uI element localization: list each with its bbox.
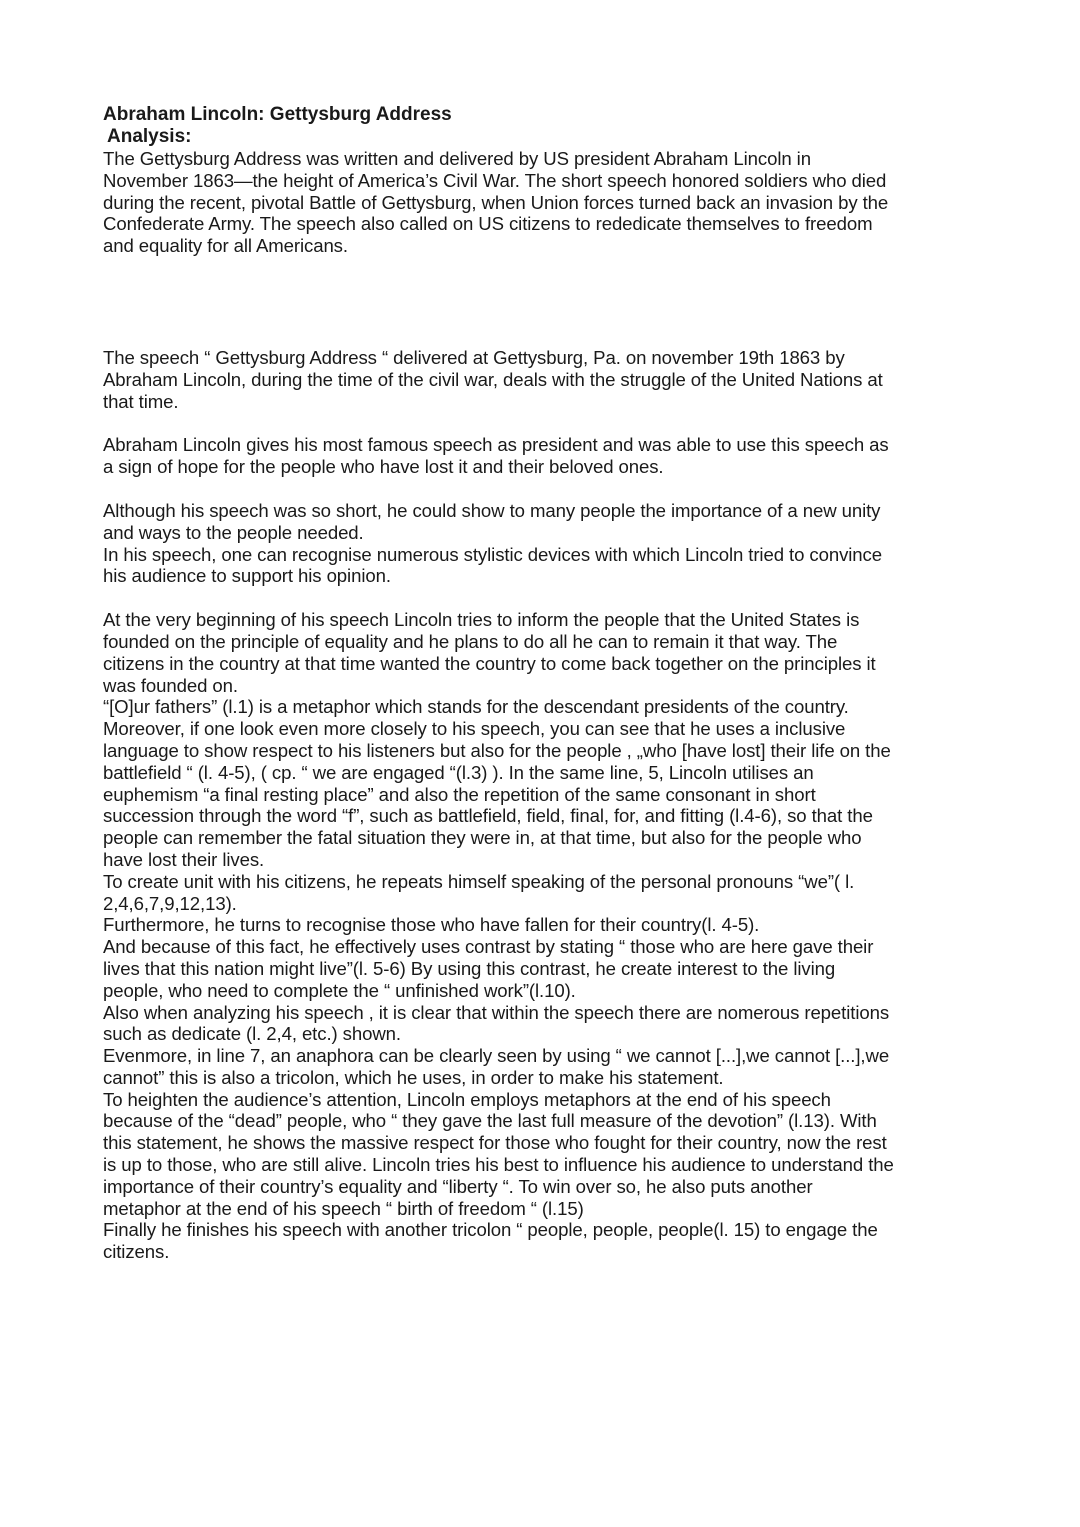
spacer [103,412,983,434]
spacer [103,478,983,500]
document-page [103,104,983,1263]
spacer [103,257,983,347]
paragraph-analysis-body: At the very beginning of his speech Lincoln tries to inform the people that the United States is founded on the principle of equality and he plans to do all he can to remain it that way. The citizens in the country at that time wanted the country to come back together on the principles it was founded on. “[O]ur fathers” (l.1) is a metaphor which stands for the descendant presidents of the country. Moreover, if one look even more closely to his speech, you can see that he uses a inclusive language to show respect to his listeners but also for the people , „who [have lost] their life on the battlefield “ (l. 4-5), ( cp. “ we are engaged “(l.3) ). In the same line, 5, Lincoln utilises an euphemism “a final resting place” and also the repetition of the same consonant in short succession through the word “f”, such as battlefield, field, final, for, and fitting (l.4-6), so that the people can remember the fatal situation they were in, at that time, but also for the people who have lost their lives. To create unit with his citizens, he repeats himself speaking of the personal pronouns “we”( l. 2,4,6,7,9,12,13). Furthermore, he turns to recognise those who have fallen for their country(l. 4-5). And because of this fact, he effectively uses contrast by stating “ those who are here gave their lives that this nation might live”(l. 5-6) By using this contrast, he create interest to the living people, who need to complete the “ unfinished work”(l.10). Also when analyzing his speech , it is clear that within the speech there are nomerous repetitions such as dedicate (l. 2,4, etc.) shown. Evenmore, in line 7, an anaphora can be clearly seen by using “ we cannot [...],we cannot [...],we cannot” this is also a tricolon, which he uses, in order to make his statement. To heighten the audience’s attention, Lincoln employs metaphors at the end of his speech because of the “dead” people, who “ they gave the last full measure of the devotion” (l.13). With this statement, he shows the massive respect for those who fought for their country, now the rest is up to those, who are still alive. Lincoln tries his best to influence his audience to understand the importance of their country’s equality and “liberty “. To win over so, he also puts another metaphor at the end of his speech “ birth of freedom “ (l.15) Finally he finishes his speech with another tricolon “ people, people, people(l. 15) to engage the citizens. [103,609,894,1263]
paragraph-speech-context: The speech “ Gettysburg Address “ delivered at Gettysburg, Pa. on november 19th 1863 by Abraham Lincoln, during the time of the civil war, deals with the struggle of the United Nations at that time. [103,346,883,412]
spacer [103,587,983,609]
document-title: Abraham Lincoln: Gettysburg Address [103,104,452,125]
paragraph-famous-speech: Abraham Lincoln gives his most famous speech as president and was able to use this speech as a sign of hope for the people who have lost it and their beloved ones. [103,434,889,478]
paragraph-stylistic-devices: Although his speech was so short, he could show to many people the importance of a new unity and ways to the people needed. In his speech, one can recognise numerous stylistic devices with which Lincoln tried to convince his audience to support his opinion. [103,499,882,587]
analysis-heading: Analysis: [107,126,192,147]
intro-paragraph: The Gettysburg Address was written and delivered by US president Abraham Lincoln in November 1863—the height of America’s Civil War. The short speech honored soldiers who died during the recent, pivotal Battle of Gettysburg, when Union forces turned back an invasion by the Confederate Army. The speech also called on US citizens to rededicate themselves to freedom and equality for all Americans. [103,148,889,257]
